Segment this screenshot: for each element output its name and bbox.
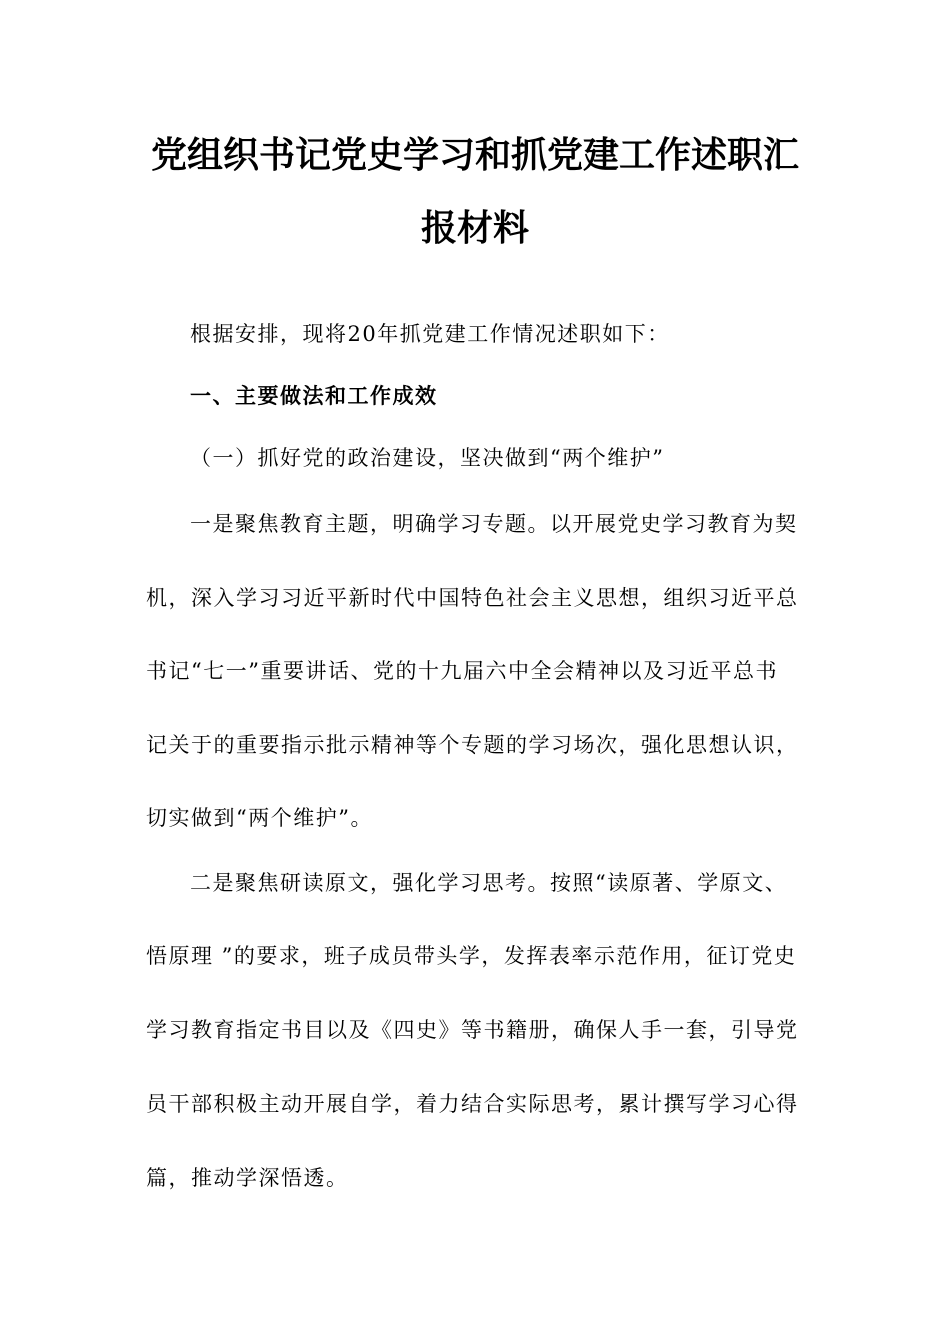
paragraph-1-line-4: 记关于的重要指示批示精神等个专题的学习场次，强化思想认识， [146,733,799,757]
paragraph-2-line-4: 员干部积极主动开展自学，着力结合实际思考，累计撰写学习心得 [146,1092,799,1116]
paragraph-2-line-5: 篇，推动学深悟透。 [146,1166,349,1190]
document-title-line-1: 党组织书记党史学习和抓党建工作述职汇 [150,134,799,176]
paragraph-2-line-1: 二是聚焦研读原文，强化学习思考。按照“读原著、学原文、 [190,871,788,895]
intro-paragraph: 根据安排，现将20年抓党建工作情况述职如下： [190,322,670,346]
document-title-line-2: 报材料 [420,207,529,249]
paragraph-2-line-2: 悟原理 ”的要求，班子成员带头学，发挥表率示范作用，征订党史 [146,944,797,968]
paragraph-2-line-3: 学习教育指定书目以及《四史》等书籍册，确保人手一套，引导党 [146,1018,799,1042]
paragraph-1-line-5: 切实做到“两个维护”。 [146,806,373,830]
section-heading: 一、主要做法和工作成效 [190,383,438,408]
paragraph-1-line-1: 一是聚焦教育主题，明确学习专题。以开展党史学习教育为契 [190,512,798,536]
paragraph-1-line-2: 机，深入学习习近平新时代中国特色社会主义思想，组织习近平总 [146,586,799,610]
subsection-heading: （一）抓好党的政治建设，坚决做到“两个维护” [190,446,665,470]
paragraph-1-line-3: 书记“七一”重要讲话、党的十九届六中全会精神以及习近平总书 [146,659,778,683]
